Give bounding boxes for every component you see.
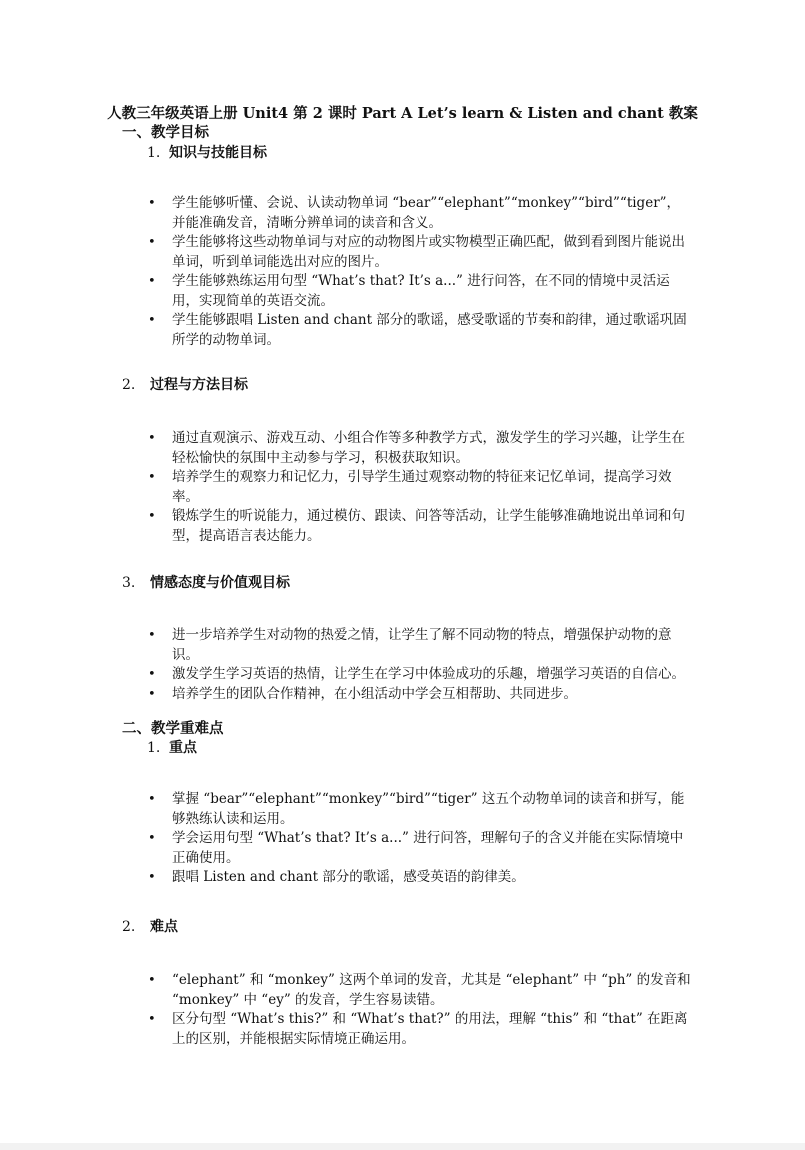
list-item: • 学生能够熟练运用句型 “What’s that? It’s a...” 进行问答，在不同的情境中灵活运用，实现简单的英语交流。	[146, 272, 691, 311]
bullet-list-difficult-points	[146, 971, 691, 1049]
subsection-number: 2.	[122, 919, 136, 935]
list-item: • 培养学生的观察力和记忆力，引导学生通过观察动物的特征来记忆单词，提高学习效率。	[146, 468, 691, 507]
subsection-heading-key-points	[147, 738, 197, 758]
list-item: • 培养学生的团队合作精神，在小组活动中学会互相帮助、共同进步。	[146, 685, 691, 705]
subsection-title: 过程与方法目标	[150, 377, 248, 393]
subsection-heading-knowledge-skills	[147, 143, 267, 163]
list-item: • 跟唱 Listen and chant 部分的歌谣，感受英语的韵律美。	[146, 868, 691, 888]
section-heading-teaching-goals: 一、教学目标	[122, 124, 209, 141]
subsection-heading-emotion-values	[122, 573, 290, 593]
list-item: • “elephant” 和 “monkey” 这两个单词的发音，尤其是 “elephant” 中 “ph” 的发音和 “monkey” 中 “ey” 的发音，学生容易读错。	[146, 971, 691, 1010]
list-item: • 激发学生学习英语的热情，让学生在学习中体验成功的乐趣，增强学习英语的自信心。	[146, 665, 691, 685]
list-item: • 学生能够听懂、会说、认读动物单词 “bear”“elephant”“monkey”“bird”“tiger”，并能准确发音，清晰分辨单词的读音和含义。	[146, 194, 691, 233]
subsection-number: 1.	[147, 145, 161, 161]
document-title: 人教三年级英语上册 Unit4 第 2 课时 Part A Let’s learn & Listen and chant 教案	[107, 105, 698, 122]
list-item: • 进一步培养学生对动物的热爱之情，让学生了解不同动物的特点，增强保护动物的意识。	[146, 626, 691, 665]
subsection-title: 情感态度与价值观目标	[150, 575, 290, 591]
list-item: • 学生能够跟唱 Listen and chant 部分的歌谣，感受歌谣的节奏和韵律，通过歌谣巩固所学的动物单词。	[146, 311, 691, 350]
list-item: • 区分句型 “What’s this?” 和 “What’s that?” 的用法，理解 “this” 和 “that” 在距离上的区别，并能根据实际情境正确运用。	[146, 1010, 691, 1049]
subsection-heading-process-methods	[122, 375, 248, 395]
subsection-number: 1.	[147, 740, 161, 756]
list-item: • 锻炼学生的听说能力，通过模仿、跟读、问答等活动，让学生能够准确地说出单词和句型，提高语言表达能力。	[146, 507, 691, 546]
bullet-list-process-methods	[146, 429, 691, 546]
subsection-number: 2.	[122, 377, 136, 393]
bullet-list-key-points	[146, 790, 691, 888]
subsection-number: 3.	[122, 575, 136, 591]
bullet-list-emotion-values	[146, 626, 691, 704]
list-item: • 学生能够将这些动物单词与对应的动物图片或实物模型正确匹配，做到看到图片能说出单词，听到单词能选出对应的图片。	[146, 233, 691, 272]
list-item: • 学会运用句型 “What’s that? It’s a...” 进行问答，理解句子的含义并能在实际情境中正确使用。	[146, 829, 691, 868]
bullet-list-knowledge-skills	[146, 194, 691, 350]
subsection-title: 难点	[150, 919, 178, 935]
subsection-title: 知识与技能目标	[169, 145, 267, 161]
list-item: • 通过直观演示、游戏互动、小组合作等多种教学方式，激发学生的学习兴趣，让学生在轻松愉快的氛围中主动参与学习，积极获取知识。	[146, 429, 691, 468]
list-item: • 掌握 “bear”“elephant”“monkey”“bird”“tiger” 这五个动物单词的读音和拼写，能够熟练认读和运用。	[146, 790, 691, 829]
subsection-heading-difficult-points	[122, 917, 178, 937]
subsection-title: 重点	[169, 740, 197, 756]
section-heading-key-difficult-points: 二、教学重难点	[122, 720, 224, 737]
